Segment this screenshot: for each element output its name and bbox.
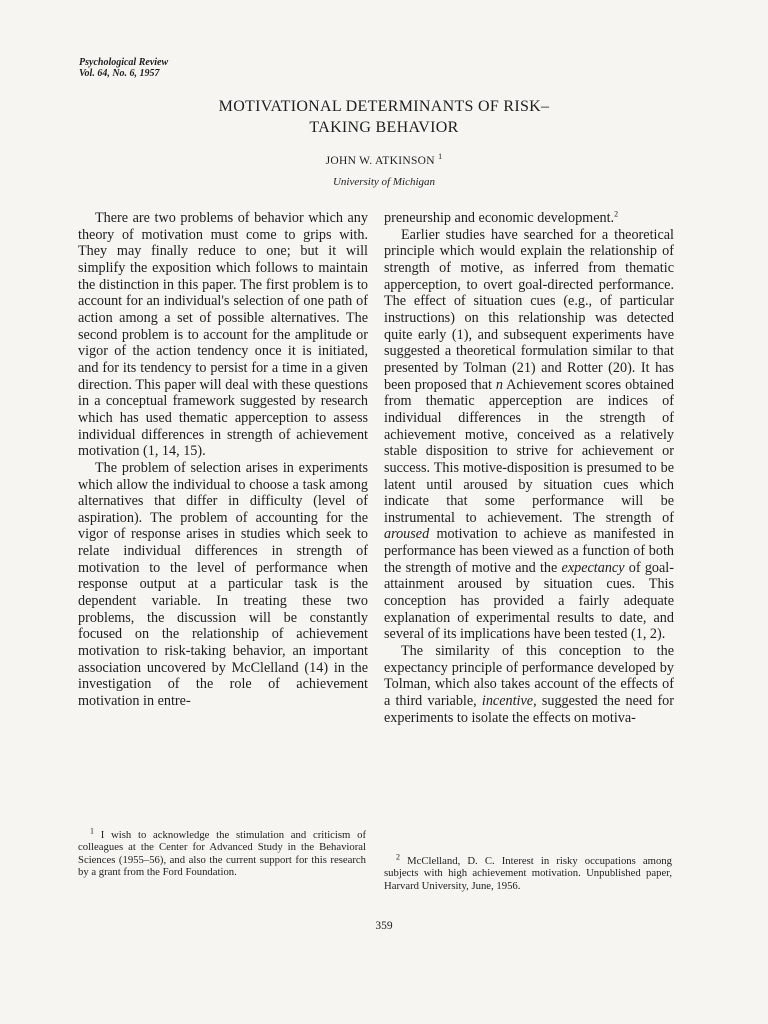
right-paragraph-3-part-a: The similarity of this conception to the expectancy principle of performance developed by Tolman, which also takes account of the effects of a third variable, bbox=[384, 643, 674, 710]
author-name: JOHN W. ATKINSON bbox=[325, 154, 435, 167]
right-paragraph-2-part-b: Achievement scores obtained from thematic apperception are indices of individual differences in the strength of achievement motive, conceived as a relatively stable disposition to strive for achievement or success. This motive-disposition is presumed to be latent until aroused by situation cues which indicate that some performance will be instrumental to achievement. The strength of bbox=[384, 376, 674, 526]
right-paragraph-2-part-d: of goal-attainment aroused by situation cues. This conception has provided a fairly adequate explanation of experimental results to date, and several of its implications have been tested (1, 2). bbox=[384, 559, 674, 643]
footnote-1-mark: 1 bbox=[90, 826, 94, 836]
journal-name: Psychological Review bbox=[79, 57, 169, 68]
right-paragraph-1-text: preneurship and economic development. bbox=[384, 210, 615, 226]
right-paragraph-2 bbox=[384, 227, 674, 643]
footnote-2-text: McClelland, D. C. Interest in risky occupations among subjects with high achievement motivation. Unpublished paper, Harvard University, June, 1956. bbox=[384, 855, 672, 892]
left-paragraph-1: There are two problems of behavior which any theory of motivation must come to grips with. They may finally reduce to one; but it will simplify the exposition which follows to maintain the distinction in this paper. The first problem is to account for an individual's selection of one path of action among a set of possible alternatives. The second problem is to account for the amplitude or vigor of the action tendency once it is initiated, and for its tendency to persist for a time in a given direction. This paper will deal with these questions in a conceptual framework suggested by research which has used thematic apperception to assess individual differences in strength of achievement motivation (1, 14, 15). bbox=[78, 210, 368, 460]
right-paragraph-1 bbox=[384, 210, 674, 227]
footnote-1-text: I wish to acknowledge the stimulation and criticism of colleagues at the Center for Advanced Study in the Behavioral Sciences (1955–56), and also the current support for this research by a grant from the Ford Foundation. bbox=[78, 829, 367, 879]
footnote-2 bbox=[384, 852, 672, 892]
title-line-2: TAKING BEHAVIOR bbox=[309, 119, 459, 136]
article-title bbox=[0, 96, 768, 138]
right-paragraph-3-part-b: suggested the need for experiments to isolate the effects on motiva- bbox=[384, 693, 674, 726]
journal-citation bbox=[79, 57, 168, 79]
italic-aroused: aroused bbox=[384, 526, 430, 543]
author-footnote-mark: 1 bbox=[438, 152, 443, 161]
footnote-1 bbox=[78, 826, 367, 879]
right-column bbox=[384, 210, 674, 726]
page-number: 359 bbox=[375, 920, 393, 932]
author-affiliation: University of Michigan bbox=[332, 176, 436, 188]
right-paragraph-2-part-a: Earlier studies have searched for a theoretical principle which would explain the relationship of strength of motive, as inferred from thematic apperception, to overt goal-directed performance. The effect of situation cues (e.g., of particular instructions) on this relationship was detected quite early (1), and subsequent experiments have suggested a theoretical formulation similar to that presented by Tolman (21) and Rotter (20). It has been proposed that bbox=[384, 226, 674, 393]
italic-incentive: incentive, bbox=[481, 693, 537, 710]
italic-expectancy: expectancy bbox=[561, 559, 625, 576]
right-paragraph-2-part-c: motivation to achieve as manifested in performance has been viewed as a function of both the strength of motive and the bbox=[384, 526, 674, 576]
title-line-1: MOTIVATIONAL DETERMINANTS OF RISK– bbox=[218, 98, 550, 115]
left-column bbox=[78, 210, 368, 710]
footnote-2-mark: 2 bbox=[614, 209, 619, 219]
journal-volume: Vol. 64, No. 6, 1957 bbox=[79, 68, 160, 79]
right-paragraph-3 bbox=[384, 643, 674, 726]
italic-n: n bbox=[495, 376, 503, 393]
left-paragraph-2: The problem of selection arises in experiments which allow the individual to choose a task among alternatives that differ in difficulty (level of aspiration). The problem of accounting for the vigor of response arises in studies which seek to relate individual differences in strength of motivation to the level of performance when response output at a particular task is the dependent variable. In treating these two problems, the discussion will be constantly focused on the relationship of achievement motivation to risk-taking behavior, an important association uncovered by McClelland (14) in the investigation of the role of achievement motivation in entre- bbox=[78, 459, 368, 710]
footnote-2-label: 2 bbox=[396, 852, 400, 862]
author-line bbox=[0, 152, 768, 167]
